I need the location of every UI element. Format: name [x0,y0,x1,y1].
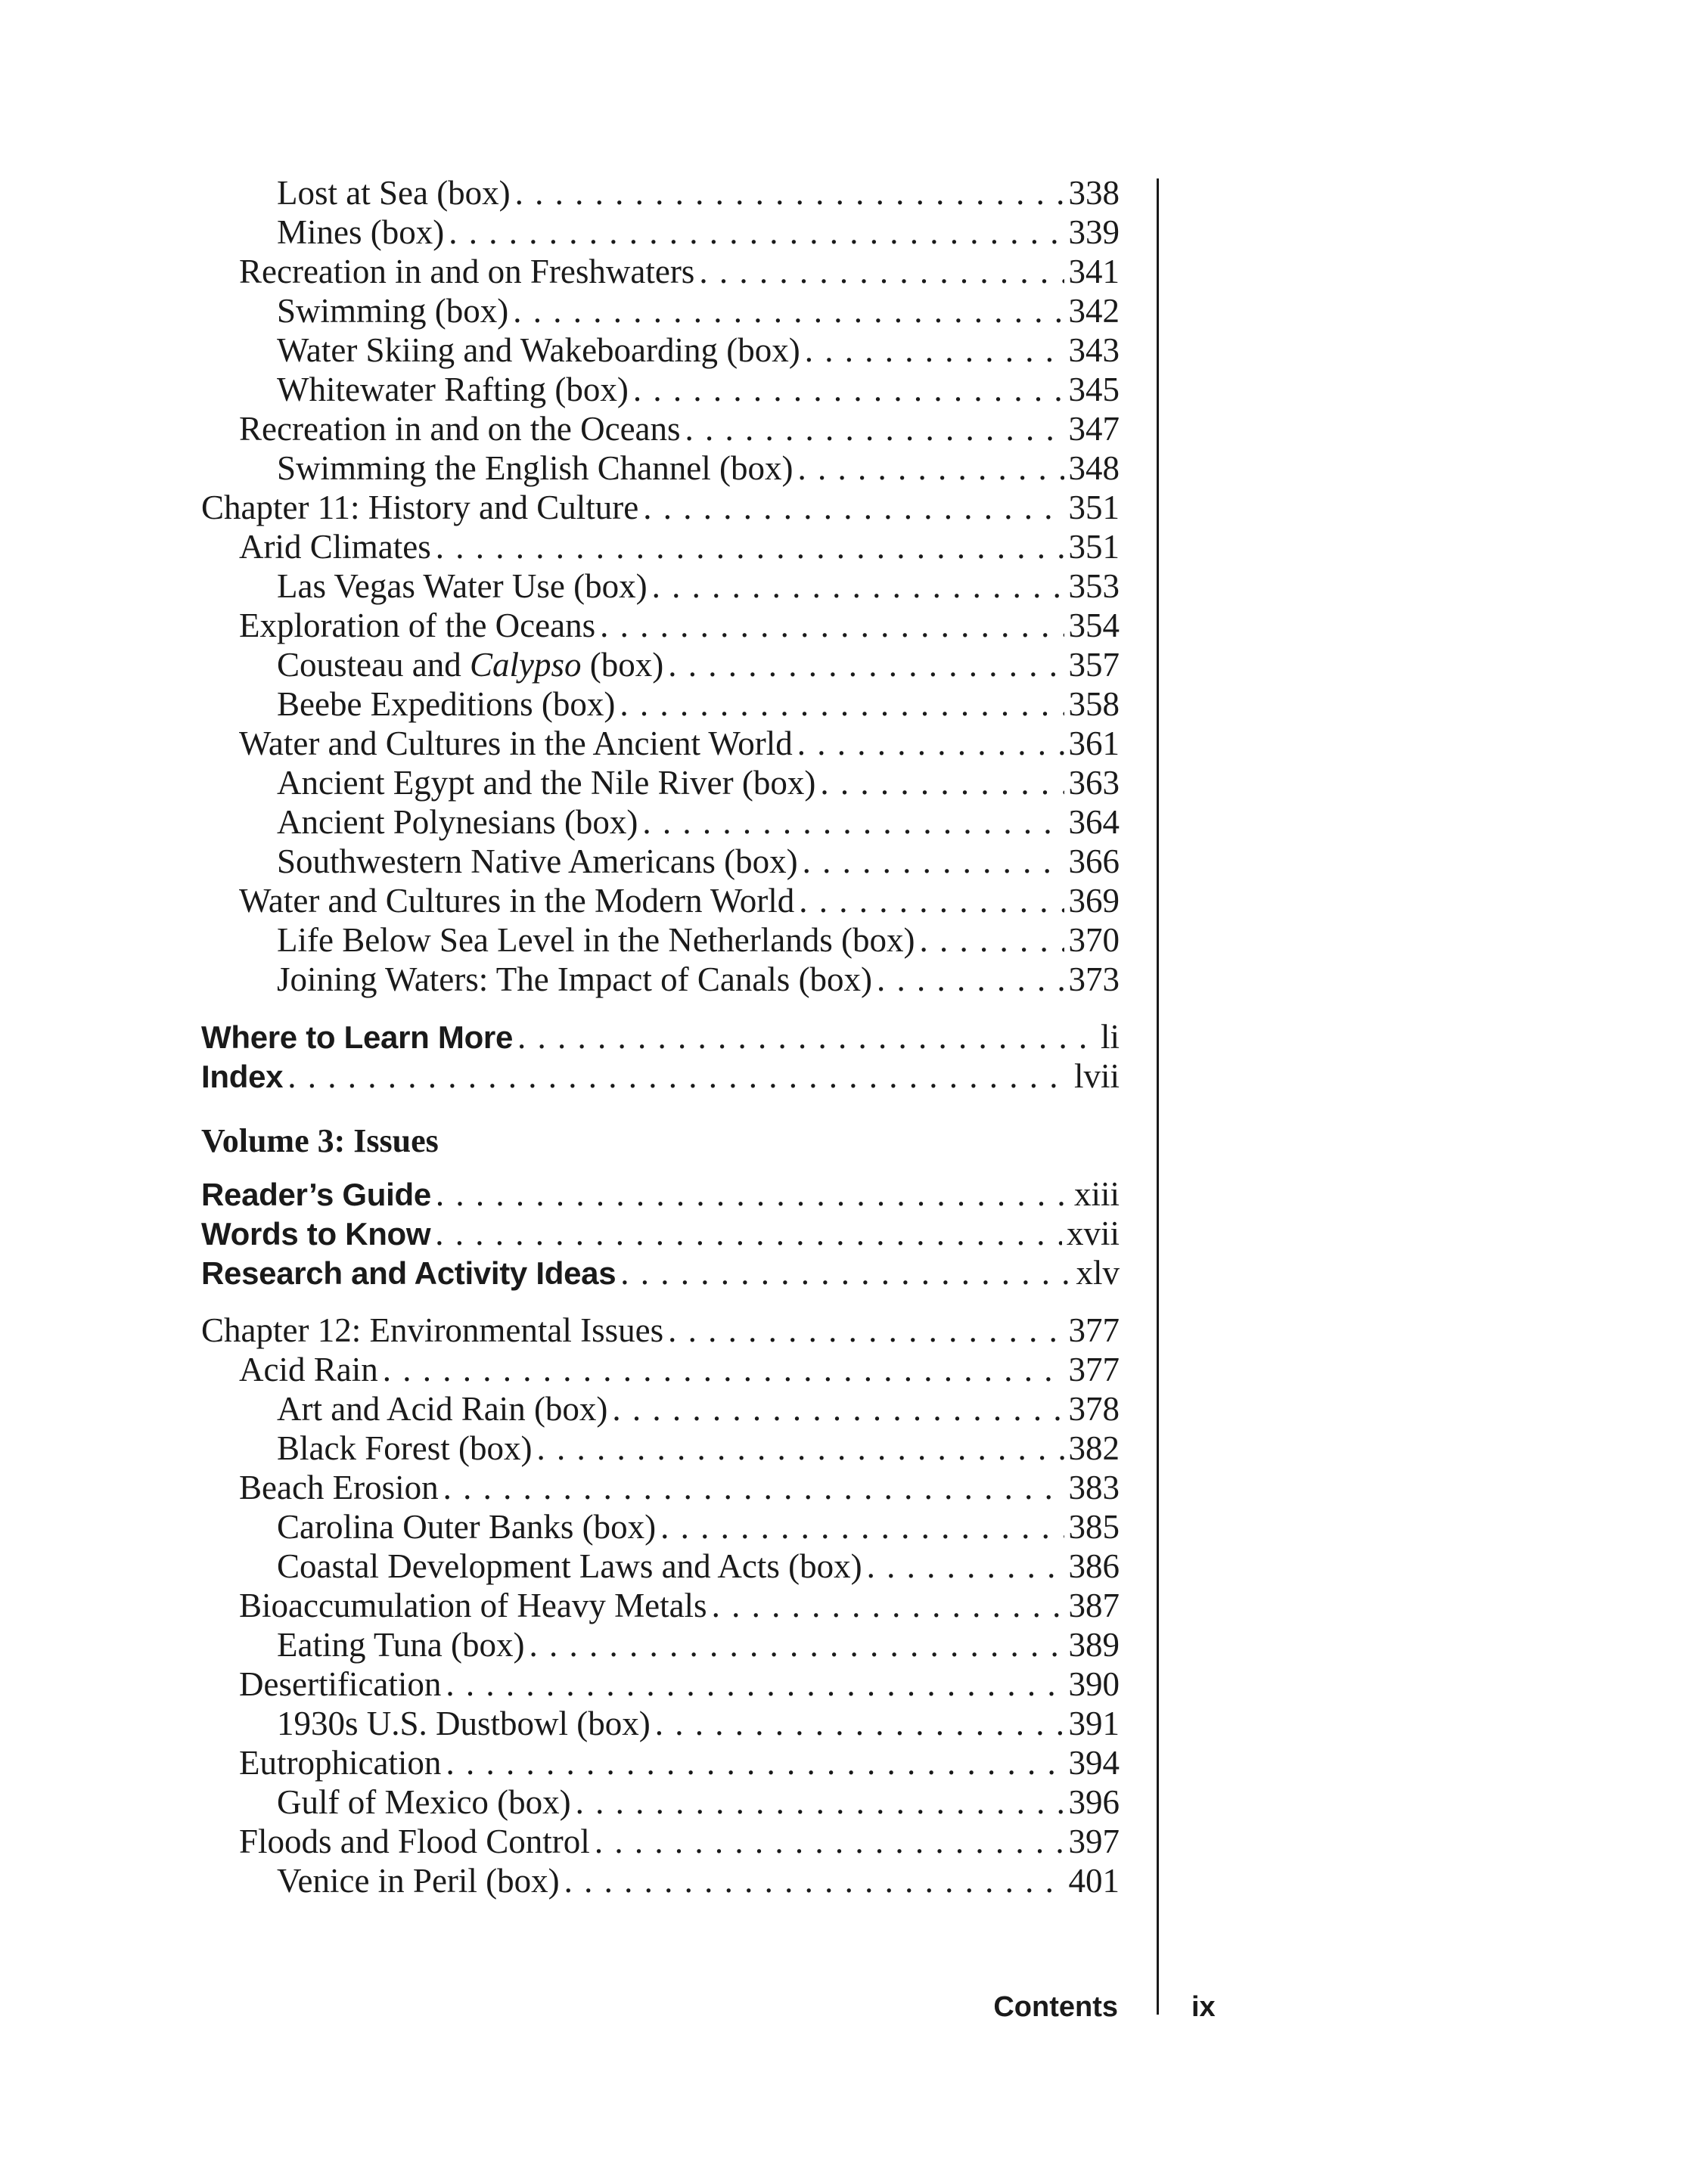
toc-entry[interactable] [201,1507,1120,1546]
dot-leader [576,1782,1064,1822]
dot-leader [660,1507,1064,1546]
toc-entry[interactable] [201,1174,1120,1214]
toc-entry-page: 378 [1068,1390,1120,1428]
toc-entry-page: 401 [1068,1862,1120,1900]
toc-entry[interactable] [201,724,1120,763]
toc-entry[interactable] [201,1056,1120,1096]
toc-entry-title: Ancient Egypt and the Nile River (box) [277,764,816,802]
toc-entry[interactable] [201,1350,1120,1389]
toc-entry[interactable] [201,1586,1120,1625]
toc-entry-title: Water Skiing and Wakeboarding (box) [277,331,800,369]
toc-entry[interactable] [201,370,1120,409]
toc-entry[interactable] [201,1546,1120,1586]
toc-entry[interactable] [201,1822,1120,1861]
dot-leader [536,1429,1064,1468]
toc-entry-title: Ancient Polynesians (box) [277,803,638,841]
toc-entry[interactable] [201,252,1120,291]
dot-leader [652,566,1064,606]
toc-entry[interactable] [201,566,1120,606]
dot-leader [564,1861,1064,1900]
toc-entry[interactable] [201,291,1120,330]
toc-entry-page: xiii [1073,1175,1120,1213]
dot-leader [633,370,1064,409]
toc-entry[interactable] [201,1704,1120,1743]
toc-entry[interactable] [201,1625,1120,1664]
dot-leader [449,213,1064,252]
toc-entry-page: 377 [1068,1351,1120,1388]
toc-entry-title: Desertification [239,1665,442,1703]
toc-entry[interactable] [201,1664,1120,1704]
toc-entry-page: 385 [1068,1508,1120,1546]
dot-leader [530,1625,1064,1664]
toc-entry-title: Index [201,1059,284,1094]
dot-leader [685,409,1064,448]
dot-leader [820,763,1064,802]
toc-entry-page: 364 [1068,803,1120,841]
dot-leader [436,527,1064,566]
toc-entry-page: 394 [1068,1744,1120,1782]
toc-entry-title: Eutrophication [239,1744,442,1782]
dot-leader [612,1389,1064,1429]
toc-entry[interactable] [201,1782,1120,1822]
toc-entry-title-part: (box) [581,646,664,684]
toc-entry-title: Exploration of the Oceans [239,606,596,644]
dot-leader [867,1546,1064,1586]
toc-entry-page: 366 [1068,842,1120,880]
toc-entry-page: 339 [1068,213,1120,251]
toc-entry[interactable] [201,1017,1120,1056]
dot-leader [620,684,1064,724]
dot-leader [643,488,1064,527]
dot-leader [919,920,1064,960]
toc-entry-page: 391 [1068,1705,1120,1742]
dot-leader [620,1253,1071,1292]
toc-entry[interactable] [201,606,1120,645]
toc-entry-page: 351 [1068,528,1120,566]
toc-entry-title: Reader’s Guide [201,1177,431,1212]
toc-entry-title: Chapter 11: History and Culture [201,489,639,526]
toc-entry-title: Eating Tuna (box) [277,1626,525,1664]
toc-entry-title: Las Vegas Water Use (box) [277,567,648,605]
toc-entry[interactable] [201,763,1120,802]
toc-entry-page: 390 [1068,1665,1120,1703]
toc-entry-page: 397 [1068,1823,1120,1860]
dot-leader [513,291,1064,330]
toc-entry[interactable] [201,488,1120,527]
toc-entry[interactable] [201,1253,1120,1292]
toc-entry-page: 382 [1068,1429,1120,1467]
toc-entry-title: Water and Cultures in the Ancient World [239,724,793,762]
toc-entry-page: li [1100,1018,1120,1056]
toc-entry[interactable] [201,881,1120,920]
toc-entry-title: Arid Climates [239,528,431,566]
toc-entry-title: Chapter 12: Environmental Issues [201,1311,664,1349]
toc-entry-page: 338 [1068,174,1120,212]
toc-entry[interactable] [201,1214,1120,1253]
toc-entry[interactable] [201,1743,1120,1782]
running-footer-label: Contents [993,1991,1118,2023]
toc-entry-page: 370 [1068,921,1120,959]
toc-entry-title: Art and Acid Rain (box) [277,1390,608,1428]
toc-entry-title: Mines (box) [277,213,445,251]
toc-entry[interactable] [201,448,1120,488]
dot-leader [655,1704,1064,1743]
toc-entry-title: Research and Activity Ideas [201,1255,617,1291]
toc-entry-page: 363 [1068,764,1120,802]
margin-vertical-rule [1157,178,1159,2015]
toc-entry-title: Words to Know [201,1216,431,1252]
toc-entry[interactable] [201,1429,1120,1468]
dot-leader [600,606,1064,645]
dot-leader [877,960,1064,999]
toc-entry-title-italic: Calypso [469,646,582,684]
dot-leader [436,1174,1070,1214]
toc-entry-title: Recreation in and on Freshwaters [239,253,695,290]
toc-entry-title: Water and Cultures in the Modern World [239,882,795,920]
toc-entry-title: Bioaccumulation of Heavy Metals [239,1587,707,1624]
toc-entry-page: xlv [1076,1254,1120,1292]
dot-leader [797,724,1064,763]
table-of-contents [201,173,1120,1900]
toc-entry-title: Floods and Flood Control [239,1823,590,1860]
toc-entry-page: 343 [1068,331,1120,369]
volume-heading: Volume 3: Issues [201,1122,439,1159]
dot-leader [712,1586,1064,1625]
dot-leader [668,1311,1064,1350]
dot-leader [797,448,1064,488]
toc-entry[interactable] [201,842,1120,881]
toc-entry-page: 345 [1068,371,1120,408]
toc-entry-page: 377 [1068,1311,1120,1349]
toc-entry-page: 348 [1068,449,1120,487]
toc-entry[interactable] [201,1468,1120,1507]
toc-entry-title: Southwestern Native Americans (box) [277,842,798,880]
toc-entry[interactable] [201,684,1120,724]
dot-leader [517,1017,1096,1056]
toc-entry-title: Acid Rain [239,1351,378,1388]
toc-entry-page: 396 [1068,1783,1120,1821]
toc-entry-page: 373 [1068,960,1120,998]
dot-leader [435,1214,1062,1253]
toc-entry-title [277,645,663,684]
toc-entry-title: Venice in Peril (box) [277,1862,560,1900]
page-number: ix [1191,1991,1216,2023]
toc-entry-page: 358 [1068,685,1120,723]
toc-entry[interactable] [201,1311,1120,1350]
toc-entry-title: Swimming (box) [277,292,509,330]
toc-entry[interactable] [201,920,1120,960]
toc-entry-title: Life Below Sea Level in the Netherlands (box) [277,921,915,959]
toc-entry-page: 347 [1068,410,1120,448]
toc-entry-title: Swimming the English Channel (box) [277,449,794,487]
toc-entry-title: Black Forest (box) [277,1429,533,1467]
toc-entry[interactable] [201,645,1120,684]
toc-entry-page: 354 [1068,606,1120,644]
toc-entry-page: xvii [1066,1215,1120,1252]
toc-entry[interactable] [201,1389,1120,1429]
dot-leader [799,881,1064,920]
dot-leader [383,1350,1064,1389]
toc-entry-title: Beebe Expeditions (box) [277,685,616,723]
toc-entry-page: 386 [1068,1547,1120,1585]
dot-leader [668,645,1064,684]
dot-leader [287,1056,1070,1096]
toc-entry-title: Whitewater Rafting (box) [277,371,629,408]
toc-entry-title-part: Cousteau and [277,646,470,684]
toc-entry-title: 1930s U.S. Dustbowl (box) [277,1705,651,1742]
toc-entry-page: 357 [1068,646,1120,684]
toc-entry[interactable] [201,1861,1120,1900]
toc-entry-page: 351 [1068,489,1120,526]
toc-entry-title: Lost at Sea (box) [277,174,511,212]
toc-entry-title: Carolina Outer Banks (box) [277,1508,657,1546]
toc-entry-page: lvii [1073,1057,1120,1095]
toc-entry-title: Coastal Development Laws and Acts (box) [277,1547,862,1585]
toc-entry[interactable] [201,960,1120,999]
toc-entry[interactable] [201,330,1120,370]
dot-leader [803,842,1064,881]
dot-leader [515,173,1064,213]
dot-leader [446,1743,1064,1782]
toc-entry[interactable] [201,802,1120,842]
toc-entry-title: Gulf of Mexico (box) [277,1783,571,1821]
toc-entry-page: 353 [1068,567,1120,605]
dot-leader [443,1468,1064,1507]
dot-leader [805,330,1064,370]
dot-leader [642,802,1064,842]
toc-entry-page: 383 [1068,1469,1120,1506]
dot-leader [446,1664,1064,1704]
toc-entry-title: Recreation in and on the Oceans [239,410,681,448]
toc-entry-page: 342 [1068,292,1120,330]
toc-entry-page: 369 [1068,882,1120,920]
toc-entry-page: 361 [1068,724,1120,762]
dot-leader [595,1822,1064,1861]
toc-entry[interactable] [201,173,1120,213]
toc-entry-page: 341 [1068,253,1120,290]
toc-entry-page: 387 [1068,1587,1120,1624]
toc-entry-page: 389 [1068,1626,1120,1664]
toc-entry-title: Where to Learn More [201,1019,514,1055]
toc-entry-title: Beach Erosion [239,1469,439,1506]
toc-entry[interactable] [201,527,1120,566]
dot-leader [699,252,1064,291]
toc-entry[interactable] [201,409,1120,448]
toc-entry-title: Joining Waters: The Impact of Canals (box) [277,960,873,998]
toc-entry[interactable] [201,213,1120,252]
